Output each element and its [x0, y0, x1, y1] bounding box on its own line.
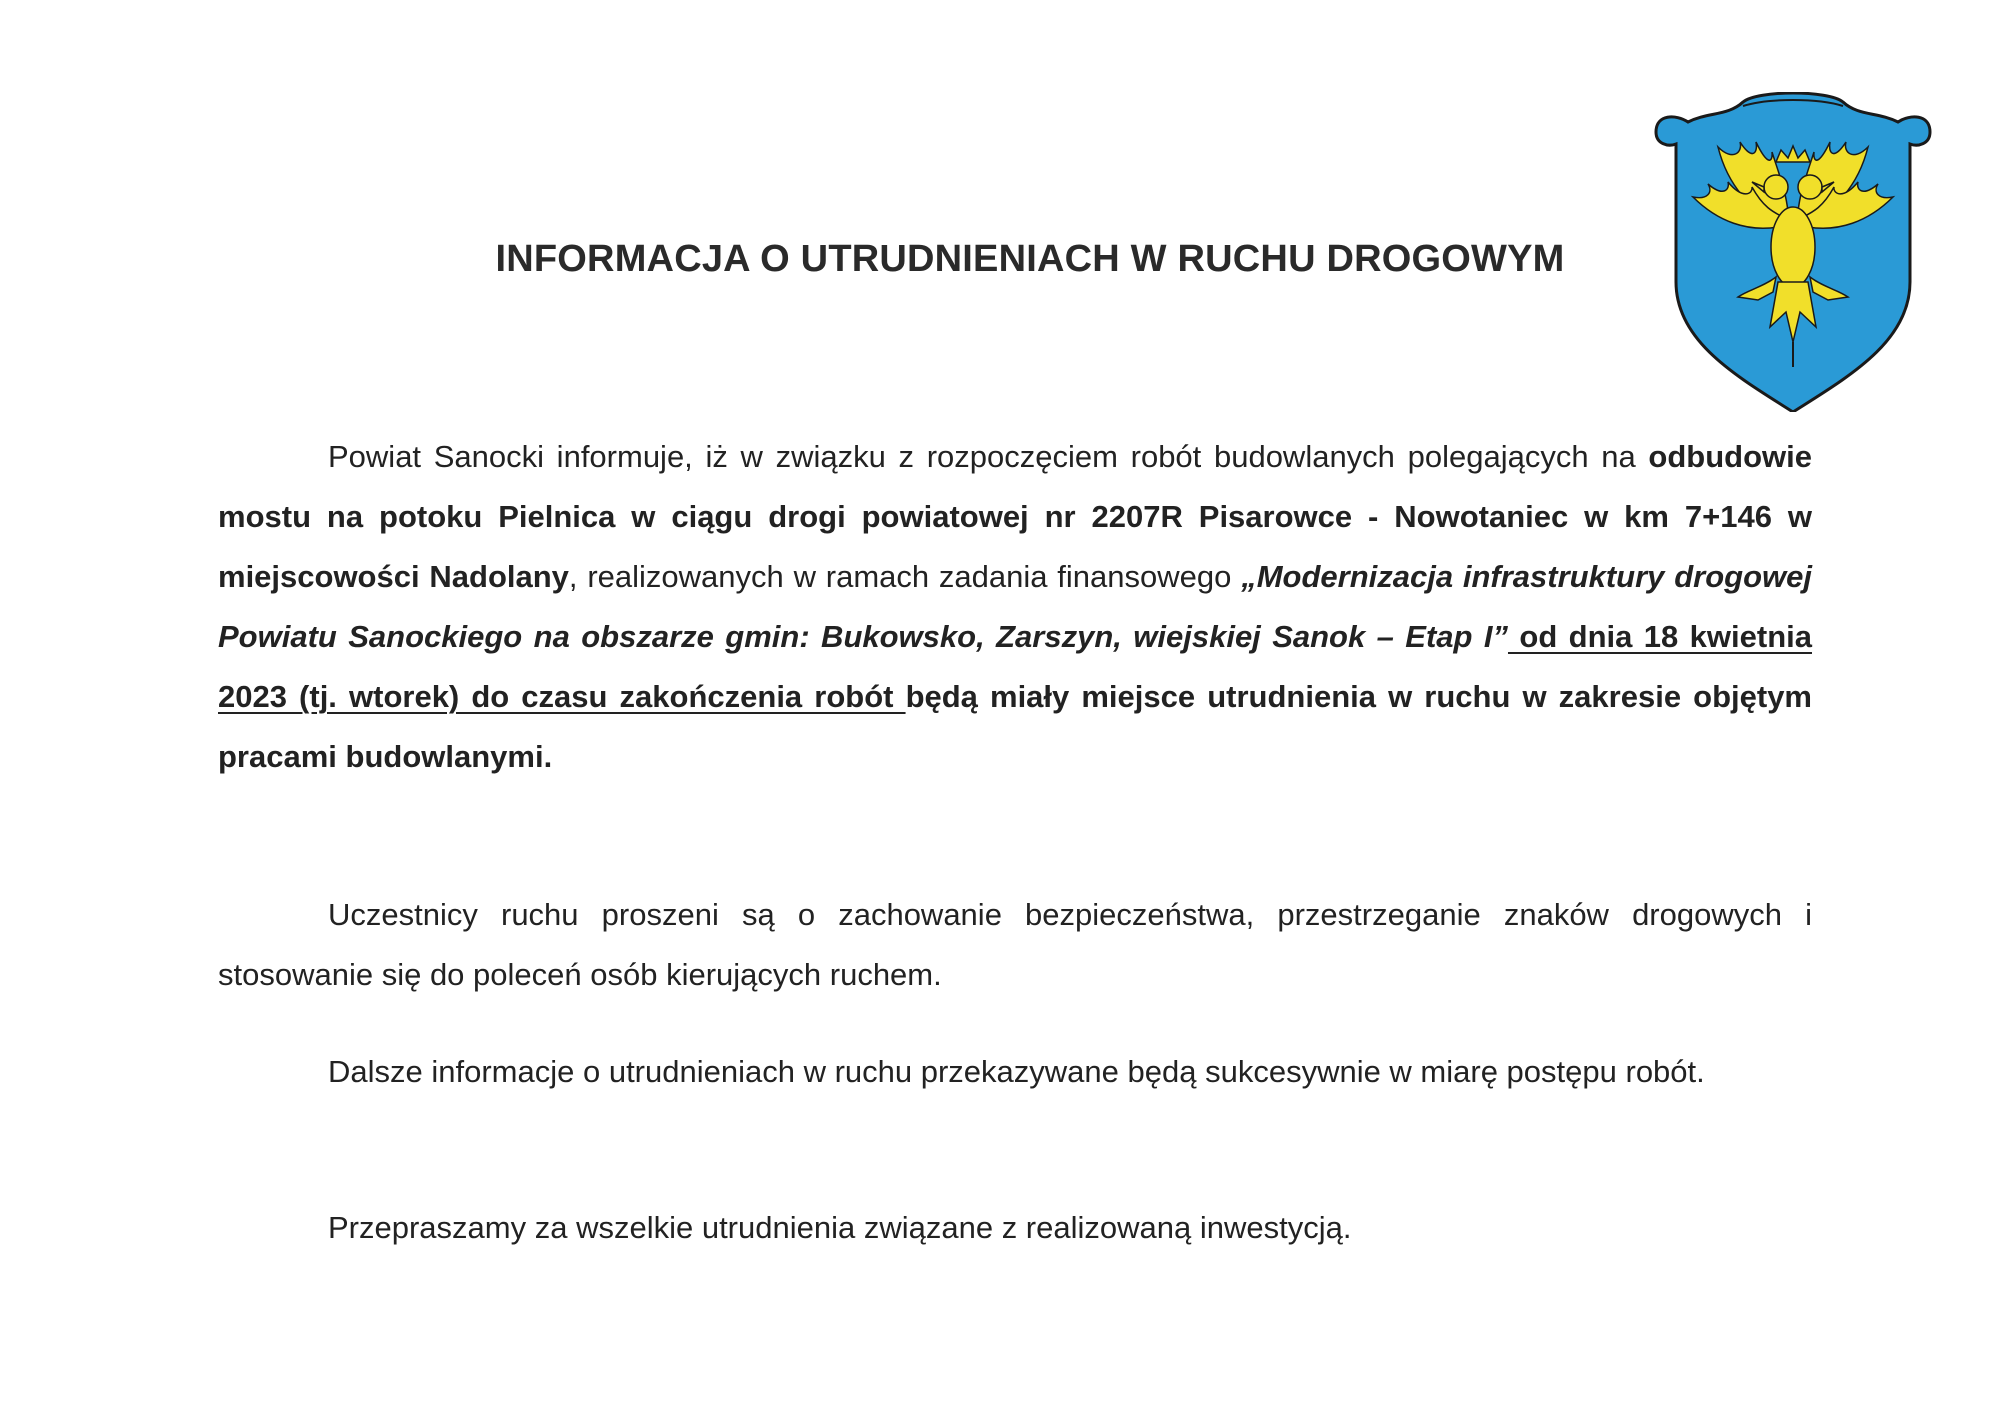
paragraph1-intro: Powiat Sanocki informuje, iż w związku z rozpoczęciem robót budowlanych polegających na — [328, 439, 1649, 474]
document-title: INFORMACJA O UTRUDNIENIACH W RUCHU DROGOWYM — [495, 238, 1565, 280]
coat-of-arms-eagle-icon — [1648, 92, 1938, 412]
paragraph1-traffic-disruption: będą miały miejsce utrudnienia w ruchu w zakresie objętym pracami budowlanymi. — [218, 679, 1812, 774]
paragraph1-date-range: od dnia 18 kwietnia 2023 (tj. wtorek) do czasu zakończenia robót — [218, 619, 1812, 714]
paragraph-announcement — [218, 427, 1812, 787]
paragraph2-text: Uczestnicy ruchu proszeni są o zachowanie bezpieczeństwa, przestrzeganie znaków drogowych i stosowanie się do poleceń osób kierujących ruchem. — [218, 897, 1812, 992]
paragraph1-bridge-location: odbudowie mostu na potoku Pielnica w ciągu drogi powiatowej nr 2207R Pisarowce - Nowotaniec w km 7+146 w miejscowości Nadolany — [218, 439, 1812, 594]
paragraph1-project-name: „Modernizacja infrastruktury drogowej Powiatu Sanockiego na obszarze gmin: Bukowsko, Zarszyn, wiejskiej Sanok – Etap I” — [218, 559, 1812, 654]
paragraph-apology — [218, 1198, 1812, 1258]
paragraph1-context: , realizowanych w ramach zadania finansowego — [568, 559, 1242, 594]
paragraph-further-info — [218, 1042, 1812, 1102]
paragraph3-text: Dalsze informacje o utrudnieniach w ruchu przekazywane będą sukcesywnie w miarę postępu robót. — [328, 1054, 1705, 1089]
paragraph4-text: Przepraszamy za wszelkie utrudnienia związane z realizowaną inwestycją. — [328, 1210, 1352, 1245]
paragraph-safety — [218, 885, 1812, 1005]
